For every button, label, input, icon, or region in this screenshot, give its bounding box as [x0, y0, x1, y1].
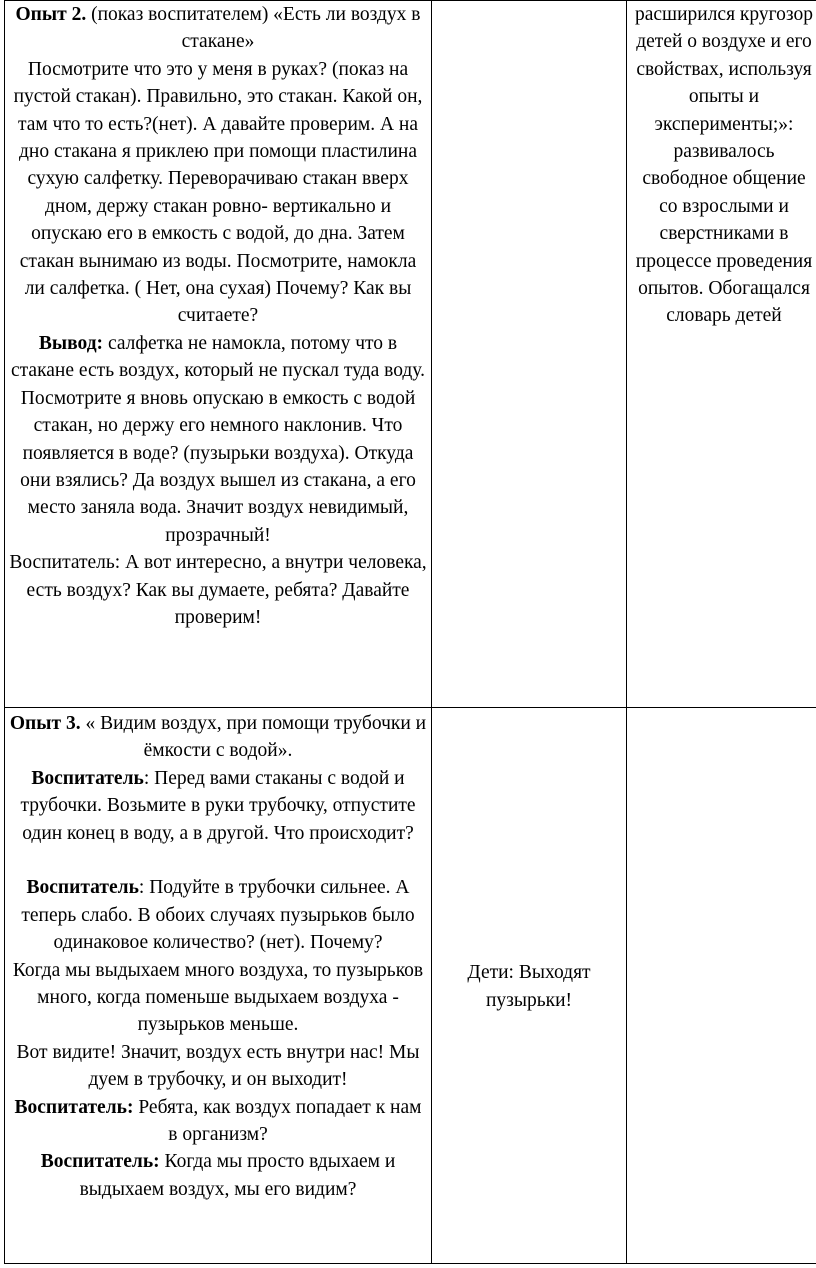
summary-paragraph: Вот видите! Значит, воздух есть внутри нас! Мы дуем в трубочку, и он выходит!: [16, 1041, 420, 1091]
table-row-experiment-3: [5, 708, 816, 1264]
experiment-2-results-cell: [627, 1, 816, 708]
experiment-2-subtitle: (показ воспитателем) «Есть ли воздух в стакане»: [86, 4, 421, 53]
experiment-3-children-cell: [432, 708, 627, 1264]
experiment-3-subtitle: « Видим воздух, при помощи трубочки и ёмкости с водой».: [80, 713, 427, 762]
teacher-label: Воспитатель: [26, 877, 139, 899]
teacher-line-1: [9, 765, 427, 847]
experiment-3-title: Опыт 3.: [9, 713, 81, 734]
teacher-line-4: [9, 1148, 427, 1203]
experiment-2-heading: [9, 1, 427, 56]
experiment-2-description-cell: [5, 1, 432, 708]
children-response: Дети: Выходят пузырьки!: [467, 962, 591, 1011]
teacher-text: Ребята, как воздух попадает к нам в организм?: [133, 1096, 422, 1146]
experiment-2-paragraph-3: Воспитатель: А вот интересно, а внутри человека, есть воздух? Как вы думаете, ребята? Давайте проверим!: [9, 552, 427, 628]
teacher-line-2: [9, 874, 427, 956]
experiment-2-results-text: расширился кругозор детей о воздухе и его свойствах, используя опыты и эксперименты;»: развивалось свободное общение со взрослыми и сверстниками в процессе проведения опытов. Обогащался словарь детей: [635, 4, 813, 327]
teacher-text: : Перед вами стаканы с водой и трубочки. Возьмите в руки трубочку, отпустите один конец в воду, а в другой. Что происходит?: [20, 767, 416, 844]
experiment-2-conclusion: [9, 330, 427, 385]
experiment-2-paragraph-2: Посмотрите я вновь опускаю в емкость с водой стакан, но держу его немного наклонив. Что появляется в воде? (пузырьки воздуха). Откуда они взялись? Да воздух вышел из стакана, а его место заняла вода. Значит воздух невидимый, прозрачный!: [20, 387, 416, 546]
experiment-2-children-cell: [432, 1, 627, 708]
experiment-2-title: Опыт 2.: [15, 4, 87, 25]
experiment-3-description-cell: [5, 708, 432, 1264]
teacher-line-3: [9, 1094, 427, 1149]
teacher-text: : Подуйте в трубочки сильнее. А теперь слабо. В обоих случаях пузырьков было одинаковое количество? (нет). Почему?: [21, 877, 415, 954]
teacher-text: Когда мы просто вдыхаем и выдыхаем воздух, мы его видим?: [79, 1151, 396, 1200]
experiment-3-heading: [9, 710, 427, 765]
teacher-label: Воспитатель:: [14, 1096, 134, 1118]
explanation-paragraph: Когда мы выдыхаем много воздуха, то пузырьков много, когда поменьше выдыхаем воздуха - пузырьков меньше.: [12, 959, 424, 1036]
paragraph-gap: [9, 847, 427, 874]
conclusion-label: Вывод:: [38, 332, 104, 354]
lesson-table: [4, 0, 816, 1264]
conclusion-text: салфетка не намокла, потому что в стакане есть воздух, который не пускал туда воду.: [11, 332, 425, 382]
experiment-2-paragraph-1: Посмотрите что это у меня в руках? (показ на пустой стакан). Правильно, это стакан. Какой он, там что то есть?(нет). А давайте проверим. А на дно стакана я приклею при помощи пластилина сухую салфетку. Переворачиваю стакан вверх дном, держу стакан ровно- вертикально и опускаю его в емкость с водой, до дна. Затем стакан вынимаю из воды. Посмотрите, намокла ли салфетка. ( Нет, она сухая) Почему? Как вы считаете?: [13, 58, 423, 327]
experiment-3-results-cell: [627, 708, 816, 1264]
teacher-label: Воспитатель: [31, 767, 144, 789]
teacher-label: Воспитатель:: [40, 1151, 160, 1173]
table-row-experiment-2: [5, 1, 816, 708]
